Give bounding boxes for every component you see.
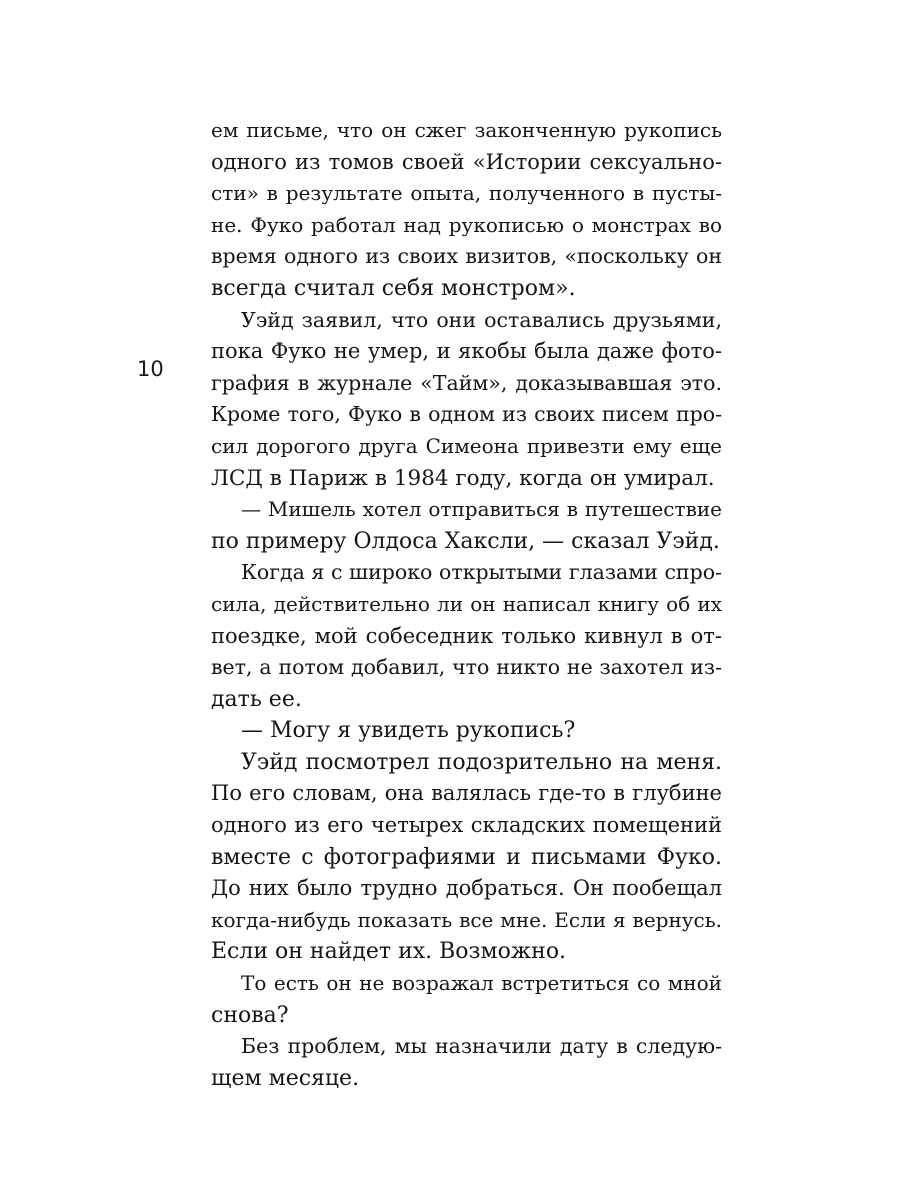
text-line: время одного из своих визитов, «поскольку он — [211, 244, 722, 269]
text-line: Уэйд посмотрел подозрительно на меня. — [241, 749, 722, 775]
text-line: одного из томов своей «Истории сексуально- — [211, 149, 722, 174]
text-line: пока Фуко не умер, и якобы была даже фото- — [211, 339, 722, 364]
text-line: не. Фуко работал над рукописью о монстрах во — [211, 212, 722, 237]
text-line: сти» в результате опыта, полученного в пусты- — [211, 181, 722, 206]
text-line: Уэйд заявил, что они оставались друзьями, — [241, 307, 722, 332]
text-line: Когда я с широко открытыми глазами спро- — [241, 560, 722, 585]
text-line: То есть он не возражал встретиться со мной — [241, 971, 722, 996]
text-line: графия в журнале «Тайм», доказывавшая это. — [211, 370, 722, 395]
text-line: поездке, мой собеседник только кивнул в от- — [211, 623, 722, 648]
text-line: ЛСД в Париж в 1984 году, когда он умирал. — [211, 465, 715, 491]
body-text — [211, 115, 722, 1094]
text-line: — Могу я увидеть рукопись? — [241, 718, 576, 744]
text-line: одного из его четырех складских помещений — [211, 813, 722, 838]
text-line: щем месяце. — [211, 1065, 360, 1091]
text-line: вместе с фотографиями и письмами Фуко. — [211, 844, 722, 870]
text-line: по примеру Олдоса Хаксли, — сказал Уэйд. — [211, 528, 720, 554]
text-line: Если он найдет их. Возможно. — [211, 939, 567, 965]
text-line: дать ее. — [211, 686, 302, 712]
text-line: вет, а потом добавил, что никто не захотел из- — [211, 655, 722, 680]
text-line: всегда считал себя монстром». — [211, 275, 576, 301]
text-line: — Мишель хотел отправиться в путешествие — [241, 497, 722, 522]
page-number: 10 — [137, 357, 164, 381]
text-line: снова? — [211, 1002, 289, 1028]
text-line: Кроме того, Фуко в одном из своих писем про- — [211, 402, 722, 427]
text-line: сил дорогого друга Симеона привезти ему еще — [211, 433, 722, 458]
text-line: сила, действительно ли он написал книгу об их — [211, 591, 722, 616]
text-line: До них было трудно добраться. Он пообещал — [211, 876, 722, 901]
text-line: когда-нибудь показать все мне. Если я вернусь. — [211, 907, 722, 932]
text-line: Без проблем, мы назначили дату в следую- — [241, 1034, 722, 1059]
text-line: По его словам, она валялась где-то в глубине — [211, 781, 722, 806]
text-line: ем письме, что он сжег законченную рукопись — [211, 118, 722, 142]
